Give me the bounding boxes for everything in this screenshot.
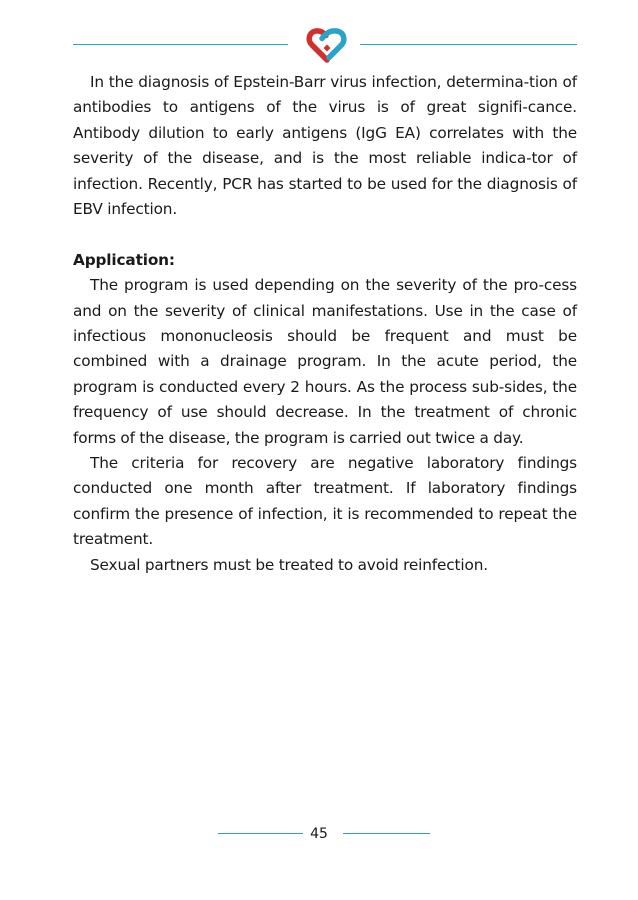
footer-rule-left [218,833,303,834]
paragraph-recovery-criteria: The criteria for recovery are negative laboratory findings conducted one month after treatment. If laboratory findings confirm the presence of infection, it is recommended to repeat the treatment. [73,454,577,549]
paragraph-gap [73,222,577,247]
paragraph-program-usage: The program is used depending on the severity of the pro-cess and on the severity of clinical manifestations. Use in the case of infectious mononucleosis should be frequent and must be combined with a drainage program. In the acute period, the program is conducted every 2 hours. As the process sub-sides, the frequency of use should decrease. In the treatment of chronic forms of the disease, the program is carried out twice a day. [73,276,577,447]
paragraph-diagnosis: In the diagnosis of Epstein-Barr virus infection, determina-tion of antibodies to antigens of the virus is of great signifi-cance. Antibody dilution to early antigens (IgG EA) correlates with the severity of the disease, and is the most reliable indica-tor of infection. Recently, PCR has started to be used for the diagnosis of EBV infection. [73,73,577,219]
section-heading-application: Application: [73,250,175,269]
paragraph-sexual-partners: Sexual partners must be treated to avoid reinfection. [90,555,488,574]
heart-logo-icon [303,26,351,66]
footer-rule-right [343,833,430,834]
header-rule-left [73,44,288,45]
header-rule-right [360,44,577,45]
page-body [73,70,577,578]
page-number: 45 [310,826,328,842]
